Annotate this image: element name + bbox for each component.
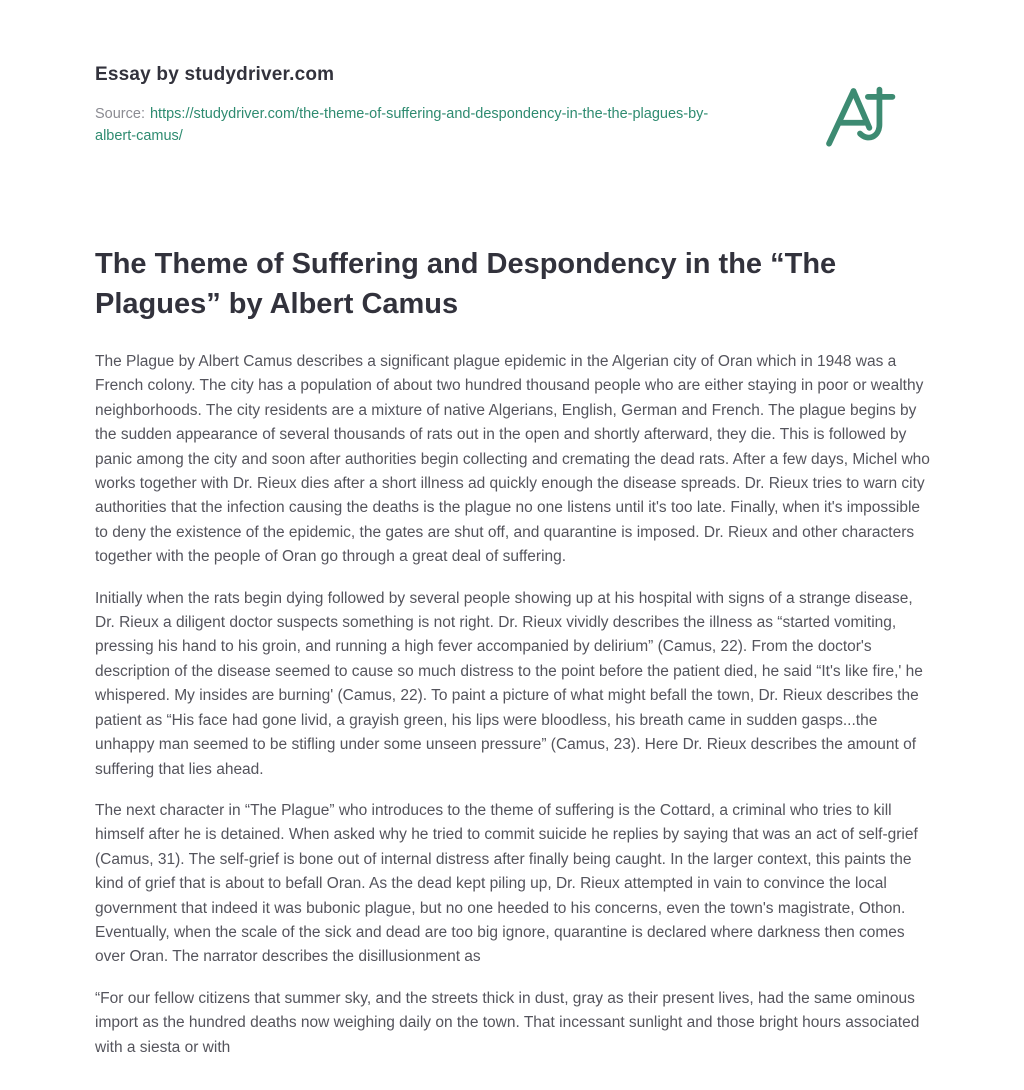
article	[95, 244, 930, 1060]
article-body	[95, 350, 930, 1060]
article-paragraph: The next character in “The Plague” who introduces to the theme of suffering is the Cottard, a criminal who tries to kill himself after he is detained. When asked why he tried to commit suicide he replies by saying that was an act of self-grief (Camus, 31). The self-grief is bone out of internal distress after finally being caught. In the larger context, this paints the kind of grief that is about to befall Oran. As the dead kept piling up, Dr. Rieux attempted in vain to convince the local government that indeed it was bubonic plague, but no one heeded to his concerns, even the town's magistrate, Othon. Eventually, when the scale of the sick and dead are too big ignore, quarantine is declared where darkness then comes over Oran. The narrator describes the disillusionment as	[95, 801, 918, 966]
source-line	[95, 103, 743, 147]
article-paragraph: The Plague by Albert Camus describes a significant plague epidemic in the Algerian city of Oran which in 1948 was a French colony. The city has a population of about two hundred thousand people who are either staying in poor or wealthy neighborhoods. The city residents are a mixture of native Algerians, English, German and French. The plague begins by the sudden appearance of several thousands of rats out in the open and shortly afterward, they die. This is followed by panic among the city and soon after authorities begin collecting and cremating the dead rats. After a few days, Michel who works together with Dr. Rieux dies after a short illness ad quickly enough the disease spreads. Dr. Rieux tries to warn city authorities that the infection causing the deaths is the plague no one listens until it's too late. Finally, when it's impossible to deny the existence of the epidemic, the gates are shut off, and quarantine is imposed. Dr. Rieux and other characters together with the people of Oran go through a great deal of suffering.	[95, 353, 930, 566]
article-title: The Theme of Suffering and Despondency in the “The Plagues” by Albert Camus	[95, 248, 837, 320]
page-header	[95, 64, 930, 147]
article-paragraph: “For our fellow citizens that summer sky, and the streets thick in dust, gray as their present lives, had the same ominous import as the hundred deaths now weighing daily on the town. That incessant sunlight and those bright hours associated with a siesta or with	[95, 989, 920, 1056]
byline: Essay by studydriver.com	[95, 64, 335, 85]
source-label: Source:	[95, 106, 145, 122]
article-paragraph: Initially when the rats begin dying followed by several people showing up at his hospital with signs of a strange disease, Dr. Rieux a diligent doctor suspects something is not right. Dr. Rieux vividly describes the illness as “started vomiting, pressing his hand to his groin, and running a high fever accompanied by delirium” (Camus, 22). From the doctor's description of the disease seemed to cause so much distress to the point before the patient died, he said “It's like fire,' he whispered. My insides are burning' (Camus, 22). To paint a picture of what might befall the town, Dr. Rieux describes the patient as “His face had gone livid, a grayish green, his lips were bloodless, his breath came in sudden gasps...the unhappy man seemed to be stifling under some unseen pressure” (Camus, 23). Here Dr. Rieux describes the amount of suffering that lies ahead.	[95, 589, 923, 778]
source-link[interactable]: https://studydriver.com/the-theme-of-suffering-and-despondency-in-the-the-plagues-by-albert-camus/	[95, 106, 709, 144]
studydriver-logo-icon	[824, 80, 896, 154]
